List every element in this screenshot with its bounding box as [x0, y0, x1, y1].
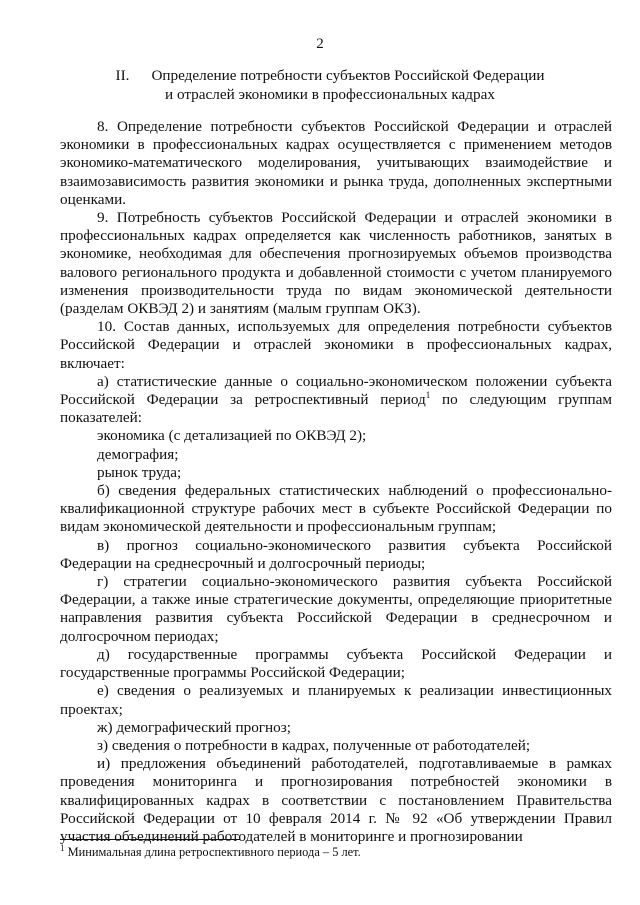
page-number: 2	[316, 36, 324, 52]
item-g: г) стратегии социально-экономического развития субъекта Российской Федерации, а также иные стратегические документы, определяющие приоритетные направления развития субъекта Российской Федерации в среднесрочном и долгосрочном периодах;	[60, 573, 612, 645]
footnote-mark: 1	[60, 842, 65, 853]
item-i: и) предложения объединений работодателей, подготавливаемые в рамках проведения мониторинга и прогнозирования потребностей экономики в квалифицированных кадрах в соответствии с постановлением Правительства Российской Федерации от 10 февраля 2014 г. № 92 «Об утверждении Правил участия объединений работодателей в мониторинге и прогнозировании	[60, 755, 612, 845]
item-a	[60, 373, 612, 428]
heading-line-1-text: Определение потребности субъектов Российской Федерации	[151, 67, 545, 84]
item-a-text: а) статистические данные о социально-экономическом положении субъекта Российской Федерации за ретроспективный период	[60, 372, 612, 409]
item-a-1: экономика (с детализацией по ОКВЭД 2);	[97, 427, 367, 445]
item-v: в) прогноз социально-экономического развития субъекта Российской Федерации на среднесрочный и долгосрочный периоды;	[60, 536, 612, 572]
paragraph-9: 9. Потребность субъектов Российской Федерации и отраслей экономики в профессиональных кадрах определяется как численность работников, занятых в экономике, необходимая для обеспечения прогнозируемых объемов производства валового регионального продукта и добавленной стоимости с учетом планируемого изменения производительности труда по видам экономической деятельности (разделам ОКВЭД 2) и занятиям (малым группам ОКЗ).	[60, 209, 612, 318]
item-a-3: рынок труда;	[97, 463, 182, 481]
paragraph-10: 10. Состав данных, используемых для определения потребности субъектов Российской Федерации и отраслей экономики в профессиональных кадрах, включает:	[60, 318, 612, 372]
footnote-text: Минимальная длина ретроспективного периода – 5 лет.	[64, 845, 361, 859]
footnote-separator	[60, 839, 240, 840]
item-zh: ж) демографический прогноз;	[97, 718, 291, 736]
document-body	[60, 118, 612, 846]
item-b: б) сведения федеральных статистических наблюдений о профессионально-квалификационной структуре рабочих мест в субъекте Российской Федерации по видам экономической деятельности и профессиональным группам;	[60, 482, 612, 536]
item-a-2: демография;	[97, 445, 179, 463]
paragraph-8: 8. Определение потребности субъектов Российской Федерации и отраслей экономики в профессиональных кадрах осуществляется с применением методов экономико-математического моделирования, учитывающих взаимодействие и взаимозависимость развития экономики и рынка труда, дополненных экспертными оценками.	[60, 118, 612, 208]
section-heading	[60, 66, 600, 104]
section-numeral: II.	[115, 67, 130, 84]
footnote	[60, 842, 612, 860]
item-z: з) сведения о потребности в кадрах, полученные от работодателей;	[97, 736, 531, 754]
heading-line-2: и отраслей экономики в профессиональных кадрах	[165, 86, 495, 103]
heading-line-1	[60, 66, 600, 85]
footnote-ref: 1	[425, 389, 431, 400]
item-e: е) сведения о реализуемых и планируемых к реализации инвестиционных проектах;	[60, 682, 612, 718]
item-d: д) государственные программы субъекта Российской Федерации и государственные программы Российской Федерации;	[60, 645, 612, 682]
item-a-text-end: по следующим группам показателей:	[60, 391, 612, 427]
